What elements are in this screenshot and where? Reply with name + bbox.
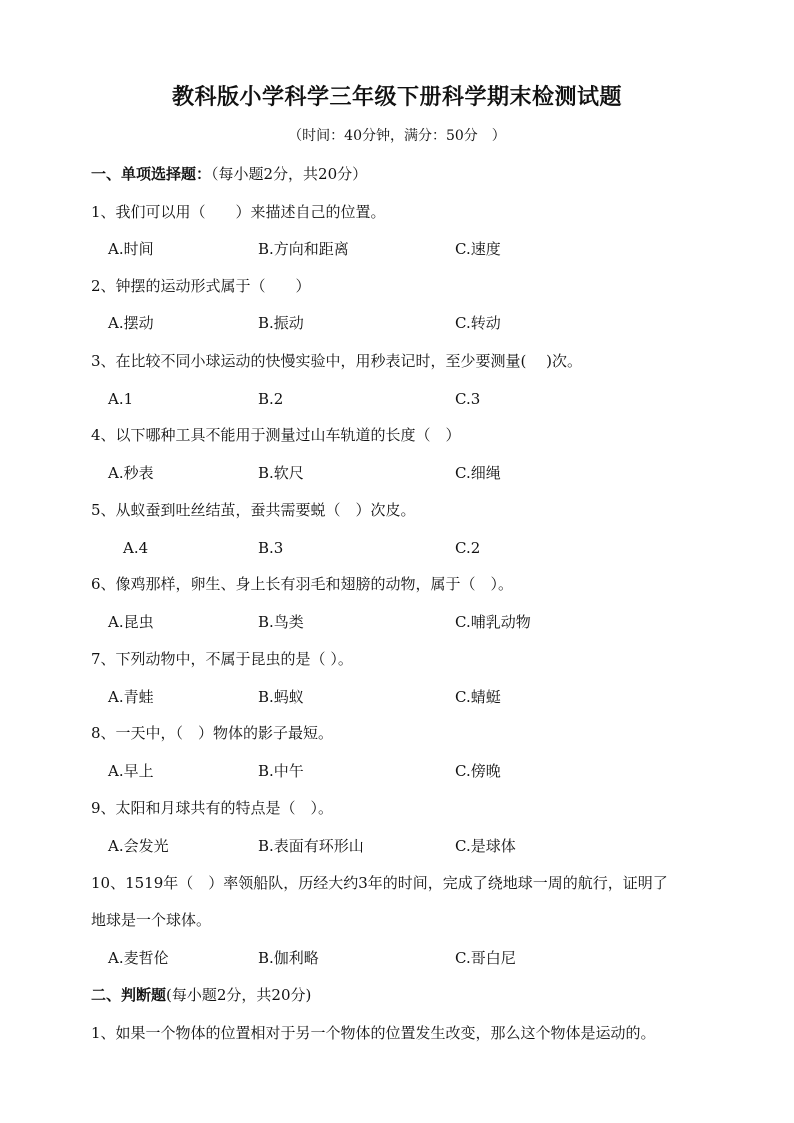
question-8: 8、一天中，（ ）物体的影子最短。 (91, 724, 334, 742)
option-c: C.蜻蜓 (455, 688, 501, 706)
option-c: C.转动 (455, 314, 501, 332)
question-10-line-2: 地球是一个球体。 (91, 911, 212, 929)
option-a: A.秒表 (108, 464, 154, 482)
option-c: C.哺乳动物 (455, 613, 531, 631)
option-b: B.蚂蚁 (258, 688, 304, 706)
question-10-line-1: 10、1519年（ ）率领船队，历经大约3年的时间，完成了绕地球一周的航行，证明了 (91, 874, 668, 892)
section-2-note: (每小题2分，共20分) (166, 986, 312, 1004)
option-b: B.方向和距离 (258, 240, 349, 258)
option-a: A.早上 (108, 762, 154, 780)
option-a: A.麦哲伦 (108, 949, 169, 967)
option-c: C.傍晚 (455, 762, 501, 780)
option-a: A.会发光 (108, 837, 169, 855)
option-a: A.4 (123, 539, 149, 557)
option-b: B.中午 (258, 762, 304, 780)
judgment-item-1: 1、如果一个物体的位置相对于另一个物体的位置发生改变，那么这个物体是运动的。 (91, 1024, 656, 1042)
option-c: C.速度 (455, 240, 501, 258)
option-b: B.表面有环形山 (258, 837, 364, 855)
option-a: A.摆动 (108, 314, 154, 332)
exam-time-score: （时间：40分钟，满分：50分 ） (288, 128, 506, 144)
page-title: 教科版小学科学三年级下册科学期末检测试题 (171, 84, 622, 110)
option-c: C.哥白尼 (455, 949, 516, 967)
question-5: 5、从蚁蚕到吐丝结茧，蚕共需要蜕（ ）次皮。 (91, 501, 416, 519)
option-b: B.软尺 (258, 464, 304, 482)
option-c: C.细绳 (455, 464, 501, 482)
question-1: 1、我们可以用（ ）来描述自己的位置。 (91, 203, 386, 221)
section-1-title: 一、单项选择题： (91, 165, 212, 183)
section-1-note: （每小题2分，共20分） (211, 165, 368, 183)
option-c: C.3 (455, 390, 481, 408)
section-1-heading (91, 163, 367, 185)
option-a: A.昆虫 (108, 613, 154, 631)
section-2-heading (91, 984, 311, 1006)
option-a: A.1 (108, 390, 134, 408)
option-b: B.振动 (258, 314, 304, 332)
option-b: B.3 (258, 539, 284, 557)
question-6: 6、像鸡那样，卵生、身上长有羽毛和翅膀的动物，属于（ ）。 (91, 575, 514, 593)
option-c: C.2 (455, 539, 481, 557)
option-a: A.时间 (108, 240, 154, 258)
option-c: C.是球体 (455, 837, 516, 855)
option-a: A.青蛙 (108, 688, 154, 706)
section-2-title: 二、判断题 (91, 986, 167, 1004)
question-9: 9、太阳和月球共有的特点是（ ）。 (91, 799, 334, 817)
question-4: 4、以下哪种工具不能用于测量过山车轨道的长度（ ） (91, 426, 461, 444)
question-3: 3、在比较不同小球运动的快慢实验中，用秒表记时，至少要测量( )次。 (91, 352, 583, 370)
option-b: B.2 (258, 390, 284, 408)
option-b: B.伽利略 (258, 949, 319, 967)
question-7: 7、下列动物中，不属于昆虫的是（ ）。 (91, 650, 353, 668)
question-2: 2、钟摆的运动形式属于（ ） (91, 277, 311, 295)
option-b: B.鸟类 (258, 613, 304, 631)
